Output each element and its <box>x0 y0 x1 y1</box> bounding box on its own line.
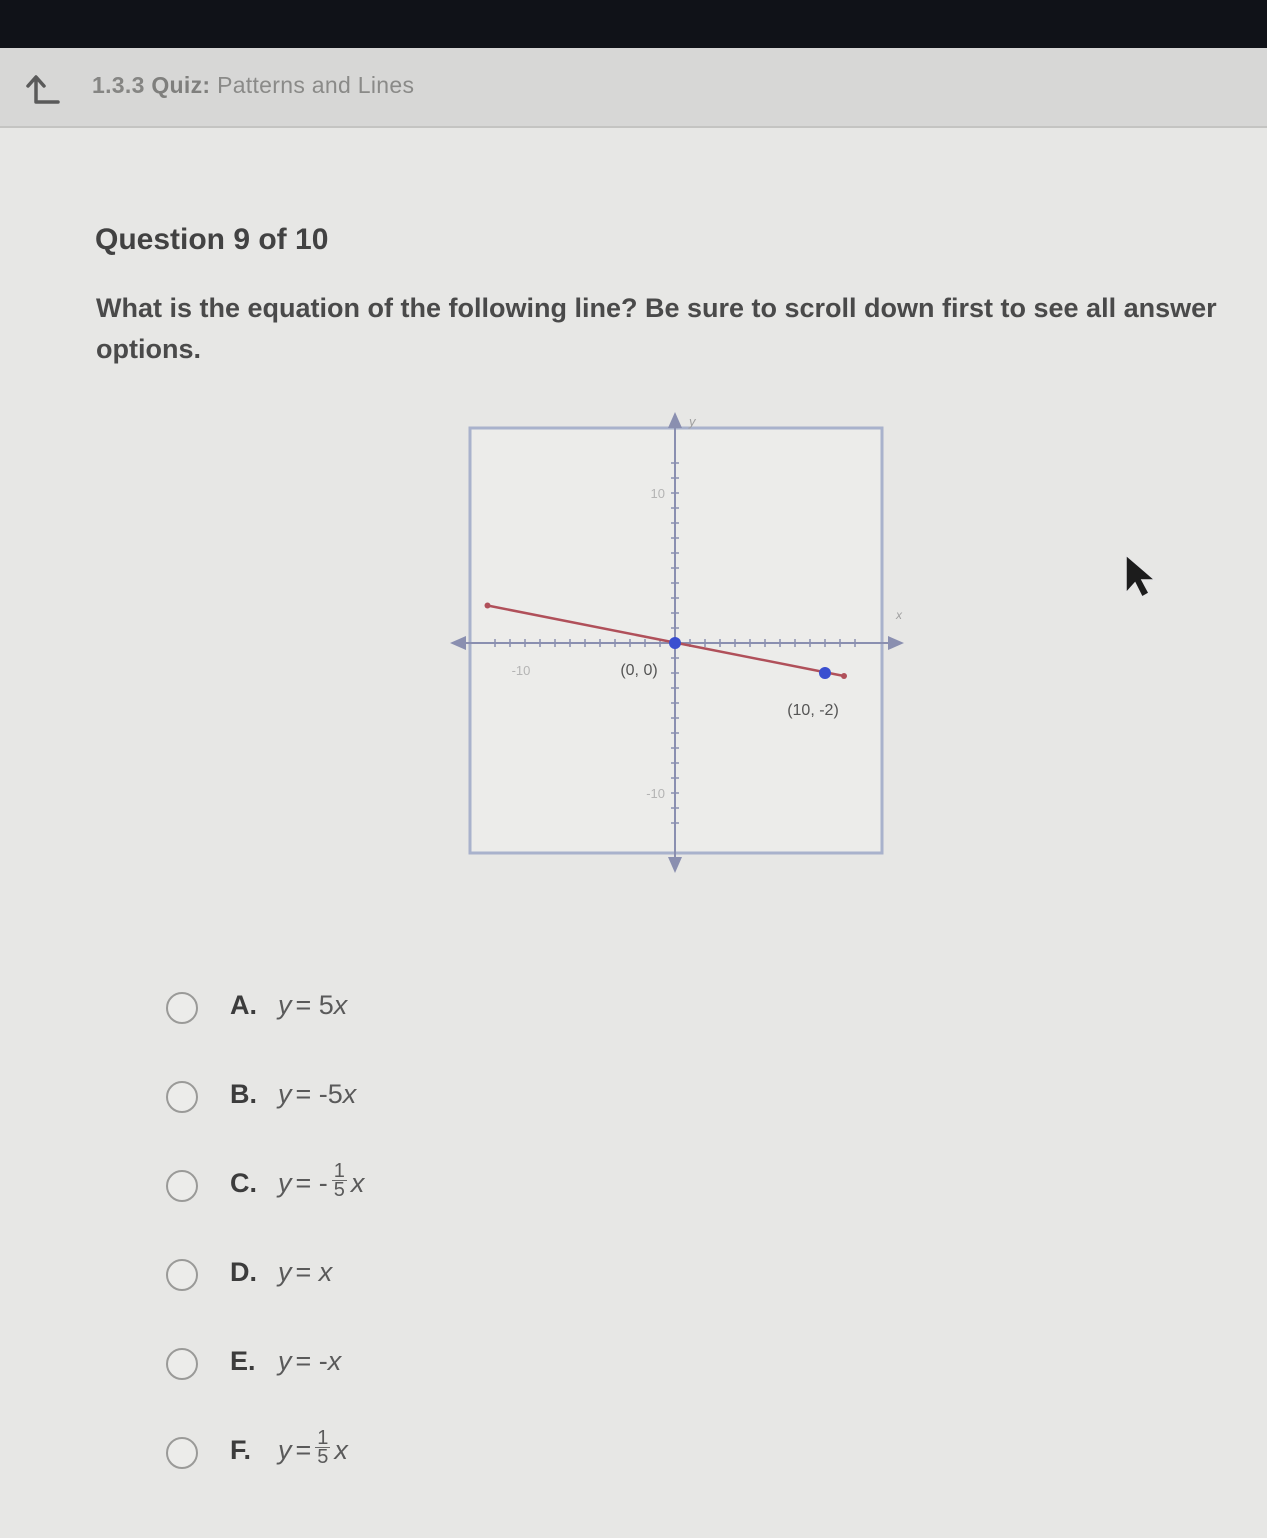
fraction <box>332 1160 347 1202</box>
y-axis-arrow-down <box>668 857 682 873</box>
answer-option[interactable] <box>160 1057 760 1146</box>
question-content <box>0 128 1267 1538</box>
quiz-title <box>92 72 414 99</box>
answer-option[interactable] <box>160 968 760 1057</box>
mouse-cursor-icon <box>1122 553 1158 599</box>
radio-button[interactable] <box>166 992 198 1024</box>
radio-button[interactable] <box>166 1170 198 1202</box>
equation-variable: x <box>318 1257 333 1287</box>
option-letter: C. <box>230 1168 257 1198</box>
point-label: (10, -2) <box>787 702 839 719</box>
option-letter: E. <box>230 1346 256 1376</box>
equation-lhs: y <box>278 1168 292 1198</box>
point-label: (0, 0) <box>620 662 658 679</box>
equation-variable: x <box>350 1168 365 1198</box>
equation-operator: = - <box>295 1168 328 1198</box>
quiz-kind-label: Quiz: <box>151 72 211 98</box>
fraction-numerator: 1 <box>317 1427 329 1450</box>
answer-option[interactable] <box>160 1324 760 1413</box>
fraction-denominator: 5 <box>333 1179 345 1202</box>
x-axis-arrow-right <box>888 636 904 650</box>
equation-lhs: y <box>278 1346 292 1376</box>
equation-lhs: y <box>278 990 292 1020</box>
equation-operator: = - <box>295 1346 328 1376</box>
quiz-name: Patterns and Lines <box>217 72 415 98</box>
answer-option[interactable] <box>160 1235 760 1324</box>
option-letter: F. <box>230 1435 252 1465</box>
radio-button[interactable] <box>166 1259 198 1291</box>
equation-operator: = <box>295 1257 319 1287</box>
y-tick-label: -10 <box>646 786 665 801</box>
quiz-header <box>0 48 1267 128</box>
x-tick-label: -10 <box>511 663 531 678</box>
equation-operator: = 5 <box>295 990 334 1020</box>
question-prompt: What is the equation of the following line? Be sure to scroll down first to see all answer options. <box>96 293 1217 364</box>
equation-variable: x <box>333 990 348 1020</box>
radio-button[interactable] <box>166 1081 198 1113</box>
quiz-section-number: 1.3.3 <box>92 72 145 98</box>
radio-button[interactable] <box>166 1437 198 1469</box>
back-arrow-icon[interactable] <box>22 72 62 106</box>
equation-lhs: y <box>278 1435 292 1465</box>
x-axis-label: x <box>896 608 902 622</box>
option-equation <box>278 1079 356 1110</box>
equation-variable: x <box>334 1435 348 1465</box>
equation-variable: x <box>327 1346 342 1376</box>
y-tick-label: 10 <box>650 486 665 501</box>
option-equation <box>278 990 347 1021</box>
option-letter: A. <box>230 990 257 1020</box>
equation-operator: = <box>295 1435 312 1465</box>
y-axis-arrow-up <box>668 412 682 428</box>
coordinate-graph <box>440 403 910 883</box>
option-letter: B. <box>230 1079 257 1109</box>
equation-variable: x <box>342 1079 357 1109</box>
fraction <box>315 1427 330 1469</box>
option-letter: D. <box>230 1257 257 1287</box>
line-end-left <box>485 603 491 609</box>
option-equation <box>278 1160 365 1202</box>
x-axis-arrow-left <box>450 636 466 650</box>
equation-lhs: y <box>278 1079 292 1109</box>
data-point <box>669 637 681 649</box>
equation-operator: = -5 <box>295 1079 343 1109</box>
answer-option[interactable] <box>160 1413 760 1502</box>
fraction-denominator: 5 <box>317 1446 329 1469</box>
line-end-right <box>841 673 847 679</box>
option-equation <box>278 1427 348 1469</box>
y-axis-label: y <box>689 414 696 429</box>
screen-bezel <box>0 0 1267 48</box>
equation-lhs: y <box>278 1257 292 1287</box>
option-equation <box>278 1346 341 1377</box>
data-point <box>819 667 831 679</box>
option-equation <box>278 1257 332 1288</box>
answer-option[interactable] <box>160 1146 760 1235</box>
question-counter: Question 9 of 10 <box>95 223 329 256</box>
radio-button[interactable] <box>166 1348 198 1380</box>
fraction-numerator: 1 <box>333 1160 345 1183</box>
answer-options <box>160 968 760 1502</box>
